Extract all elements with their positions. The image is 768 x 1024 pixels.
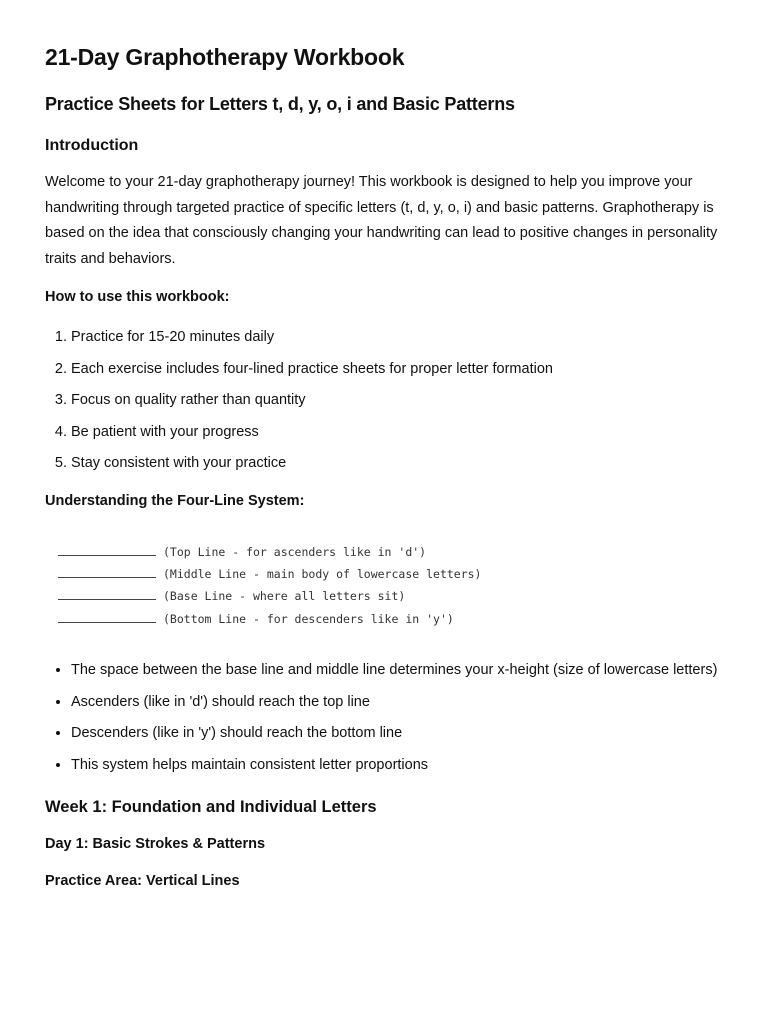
introduction-heading: Introduction (45, 137, 139, 154)
line-description: (Middle Line - main body of lowercase letters) (163, 567, 482, 582)
list-item: 1. Practice for 15-20 minutes daily (71, 324, 553, 356)
four-line-diagram (58, 542, 482, 631)
list-item: • This system helps maintain consistent letter proportions (71, 752, 717, 784)
line-description: (Top Line - for ascenders like in 'd') (163, 545, 427, 559)
day1-label: Day 1: Basic Strokes & Patterns (45, 836, 266, 852)
document-subtitle: Practice Sheets for Letters t, d, y, o, i and Basic Patterns (45, 94, 515, 114)
line-description: (Base Line - where all letters sit) (163, 589, 406, 604)
list-item: 5. Stay consistent with your practice (71, 450, 553, 482)
introduction-paragraph: Welcome to your 21-day graphotherapy journey! This workbook is designed to help you improve your handwriting through targeted practice of specific letters (t, d, y, o, i) and basic patterns. Graphotherapy is based on the idea that consciously changing your handwriting can lead to positive changes in personality traits and behaviors. (45, 174, 718, 267)
bottom-line-row (58, 609, 482, 631)
four-line-notes (45, 657, 717, 783)
practice-area-label: Practice Area: Vertical Lines (45, 873, 240, 889)
four-line-system-label: Understanding the Four-Line System: (45, 493, 305, 509)
writing-line (58, 586, 156, 600)
top-line-row (58, 542, 482, 564)
middle-line-row (58, 564, 482, 586)
list-item: 3. Focus on quality rather than quantity (71, 387, 553, 419)
list-item: • Ascenders (like in 'd') should reach the top line (71, 689, 717, 721)
base-line-row (58, 586, 482, 608)
list-item: • The space between the base line and middle line determines your x-height (size of lowercase letters) (71, 657, 717, 689)
writing-line (58, 542, 156, 556)
writing-line (58, 609, 156, 623)
how-to-use-steps (45, 324, 553, 482)
how-to-use-label: How to use this workbook: (45, 289, 230, 305)
week1-heading: Week 1: Foundation and Individual Letters (45, 798, 377, 816)
list-item: 2. Each exercise includes four-lined practice sheets for proper letter formation (71, 356, 553, 388)
writing-line (58, 564, 156, 578)
list-item: 4. Be patient with your progress (71, 419, 553, 451)
document-title: 21-Day Graphotherapy Workbook (45, 44, 405, 70)
list-item: • Descenders (like in 'y') should reach the bottom line (71, 720, 717, 752)
line-description: (Bottom Line - for descenders like in 'y') (163, 611, 454, 626)
